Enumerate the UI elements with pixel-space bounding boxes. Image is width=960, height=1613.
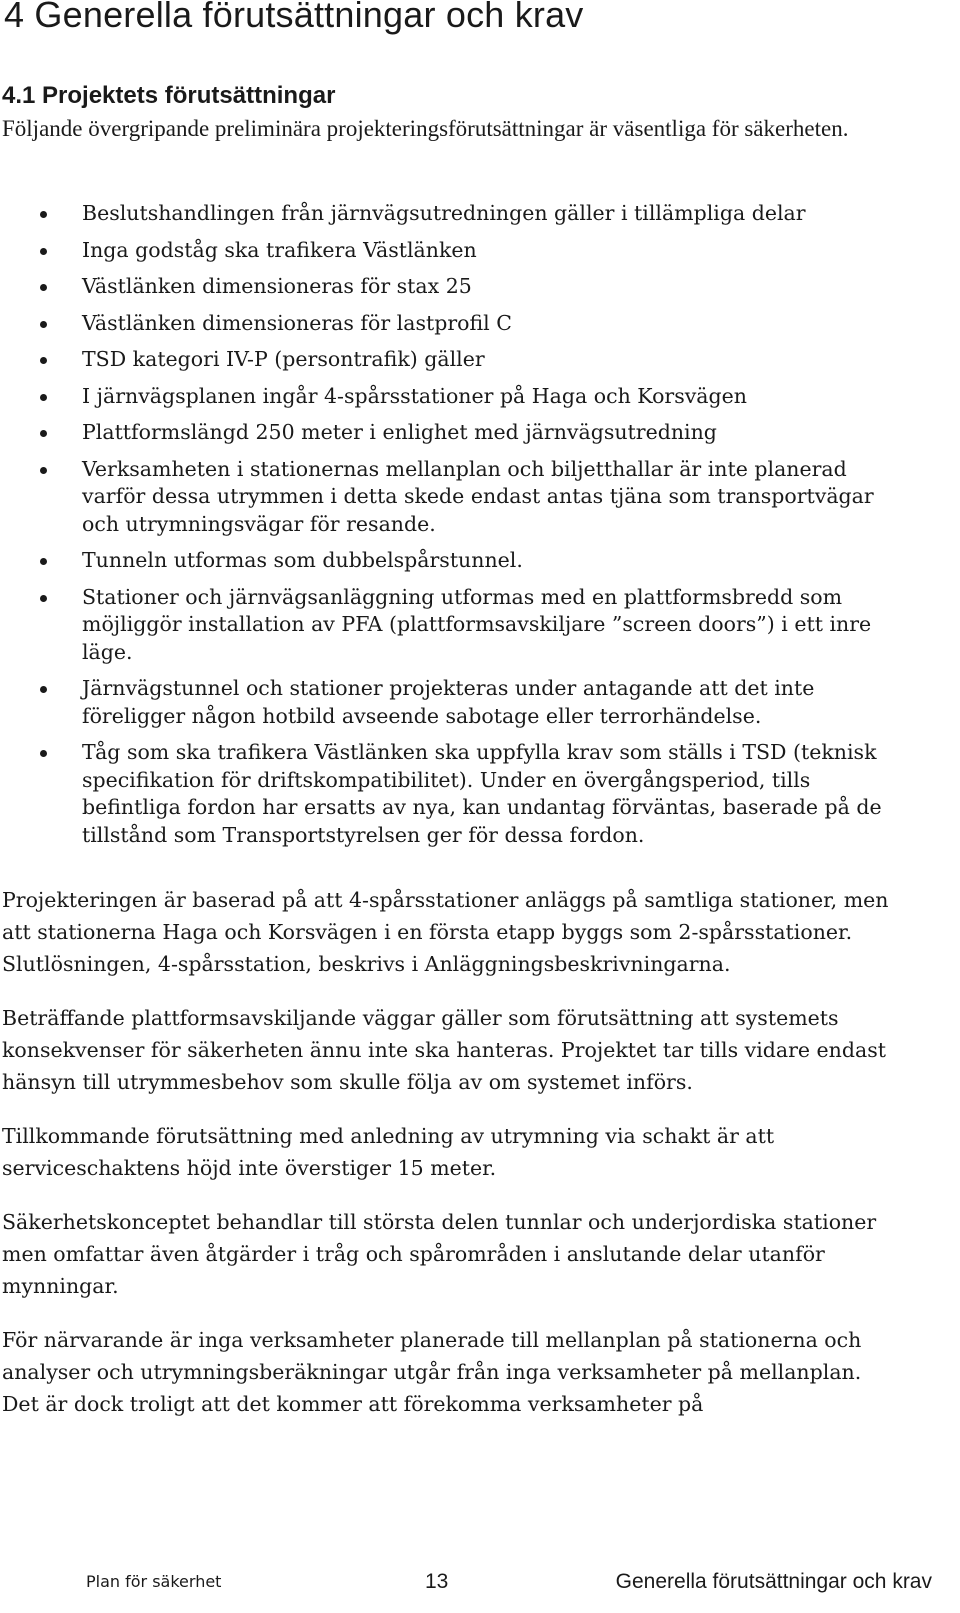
list-item-text: Stationer och järnvägsanläggning utformas med en plattformsbredd som möjliggör installation av PFA (plattformsavskiljare ”screen doors”) i ett inre läge. — [82, 584, 872, 664]
list-item — [0, 200, 900, 228]
list-item — [0, 383, 900, 411]
bullet-icon — [40, 394, 47, 401]
list-item — [0, 739, 900, 849]
list-item-text: Plattformslängd 250 meter i enlighet med järnvägsutredning — [82, 420, 717, 444]
bullet-icon — [40, 558, 47, 565]
list-item-text: Västlänken dimensioneras för stax 25 — [82, 274, 472, 298]
footer-document-title: Plan för säkerhet — [86, 1572, 222, 1591]
bullet-icon — [40, 248, 47, 255]
list-item — [0, 346, 900, 374]
list-item-text: Tåg som ska trafikera Västlänken ska uppfylla krav som ställs i TSD (teknisk specifikation för driftskompatibilitet). Under en övergångsperiod, tills befintliga fordon har ersatts av nya, kan undantag förväntas, baserade på de tillstånd som Transportstyrelsen ger för dessa fordon. — [82, 740, 882, 847]
bullet-icon — [40, 321, 47, 328]
bullet-icon — [40, 467, 47, 474]
list-item-text: Västlänken dimensioneras för lastprofil C — [82, 310, 512, 335]
page-number: 13 — [425, 1570, 449, 1593]
list-item-text: Järnvägstunnel och stationer projekteras under antagande att det inte föreligger någon hotbild avseende sabotage eller terrorhändelse. — [82, 676, 815, 728]
bullet-icon — [40, 430, 47, 437]
chapter-heading: 4 Generella förutsättningar och krav — [4, 0, 584, 35]
intro-paragraph: Följande övergripande preliminära projekteringsförutsättningar är väsentliga för säkerheten. — [2, 116, 849, 141]
bullet-icon — [40, 211, 47, 218]
body-paragraph: Projekteringen är baserad på att 4-spårsstationer anläggs på samtliga stationer, men att stationerna Haga och Korsvägen i en första etapp byggs som 2-spårsstationer. Slutlösningen, 4-spårsstation, beskrivs i Anläggningsbeskrivningarna. — [2, 888, 889, 976]
page-footer — [0, 1562, 960, 1602]
list-item-text: Tunneln utformas som dubbelspårstunnel. — [82, 548, 523, 572]
list-item — [0, 456, 900, 539]
list-item — [0, 237, 900, 265]
body-paragraph: Beträffande plattformsavskiljande väggar gäller som förutsättning att systemets konsekvenser för säkerheten ännu inte ska hanteras. Projektet tar tills vidare endast hänsyn till utrymmesbehov som skulle följa av om systemet införs. — [2, 1006, 886, 1094]
list-item — [0, 273, 900, 301]
list-item — [0, 419, 900, 447]
body-paragraph: För närvarande är inga verksamheter planerade till mellanplan på stationerna och analyser och utrymningsberäkningar utgår från inga verksamheter på mellanplan. Det är dock troligt att det kommer att förekomma verksamheter på — [2, 1328, 862, 1416]
list-item — [0, 547, 900, 575]
body-text — [2, 884, 902, 1442]
requirements-list — [0, 200, 900, 858]
list-item — [0, 675, 900, 730]
list-item-text: Inga godståg ska trafikera Västlänken — [82, 237, 477, 262]
bullet-icon — [40, 686, 47, 693]
list-item — [0, 310, 900, 338]
footer-chapter-title: Generella förutsättningar och krav — [615, 1570, 932, 1593]
bullet-icon — [40, 284, 47, 291]
bullet-icon — [40, 357, 47, 364]
body-paragraph: Säkerhetskonceptet behandlar till största delen tunnlar och underjordiska stationer men omfattar även åtgärder i tråg och spårområden i anslutande delar utanför mynningar. — [2, 1210, 877, 1298]
list-item — [0, 584, 900, 667]
bullet-icon — [40, 595, 47, 602]
body-paragraph: Tillkommande förutsättning med anledning av utrymning via schakt är att serviceschaktens höjd inte överstiger 15 meter. — [2, 1124, 775, 1180]
list-item-text: Beslutshandlingen från järnvägsutredningen gäller i tillämpliga delar — [82, 201, 806, 225]
bullet-icon — [40, 750, 47, 757]
list-item-text: Verksamheten i stationernas mellanplan och biljetthallar är inte planerad varför dessa utrymmen i detta skede endast antas tjäna som transportvägar och utrymningsvägar för resande. — [82, 456, 874, 536]
list-item-text: TSD kategori IV-P (persontrafik) gäller — [82, 347, 485, 371]
section-heading: 4.1 Projektets förutsättningar — [2, 82, 336, 109]
list-item-text: I järnvägsplanen ingår 4-spårsstationer på Haga och Korsvägen — [82, 383, 747, 408]
